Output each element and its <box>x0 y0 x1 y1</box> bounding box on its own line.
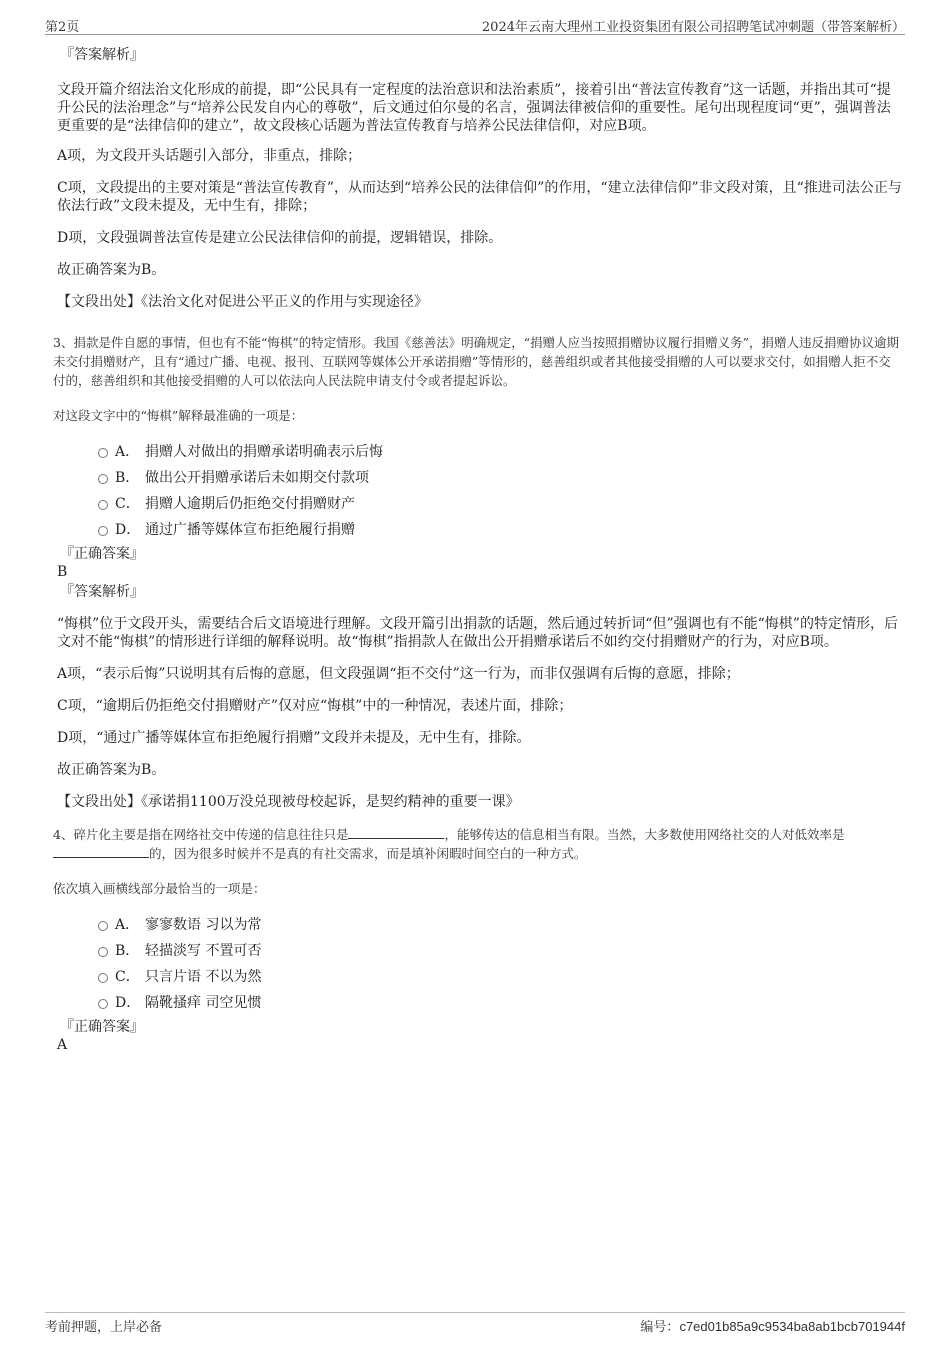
radio-button[interactable] <box>98 973 108 983</box>
q3-option-d[interactable] <box>57 517 902 543</box>
option-text: 捐赠人对做出的捐赠承诺明确表示后悔 <box>145 444 383 460</box>
q4-question-text <box>53 825 902 863</box>
q2-analysis-main: 文段开篇介绍法治文化形成的前提，即“公民具有一定程度的法治意识和法治素质”，接着引出“普法宣传教育”这一话题，并指出其可“提升公民的法治理念”与“培养公民发自内心的尊敬”，后文通过伯尔曼的名言，强调法律被信仰的重要性。尾句出现程度词“更”，强调普法更重要的是“法律信仰的建立”，故文段核心话题为普法宣传教育与培养公民法律信仰，对应B项。 <box>57 82 891 134</box>
option-text: 寥寥数语 习以为常 <box>145 917 262 933</box>
option-letter: B． <box>115 943 140 959</box>
code-label: 编号： <box>640 1320 680 1335</box>
q4-option-c[interactable] <box>57 964 902 990</box>
q3-answer: B <box>57 564 68 580</box>
radio-button[interactable] <box>98 999 108 1009</box>
q4-text-part1: 4、碎片化主要是指在网络社交中传递的信息往往只是 <box>53 827 349 842</box>
page-footer <box>45 1312 905 1333</box>
option-text: 做出公开捐赠承诺后未如期交付款项 <box>145 470 369 486</box>
q3-option-b[interactable] <box>57 465 902 491</box>
q4-text-part2: ，能够传达的信息相当有限。当然，大多数使用网络社交的人对低效率是 <box>444 827 845 842</box>
q3-option-c[interactable] <box>57 491 902 517</box>
q2-analysis-a: A项，为文段开头话题引入部分，非重点，排除； <box>57 148 362 164</box>
document-title: 2024年云南大理州工业投资集团有限公司招聘笔试冲刺题（带答案解析） <box>481 20 905 35</box>
radio-button[interactable] <box>98 474 108 484</box>
option-text: 隔靴搔痒 司空见惯 <box>145 995 262 1011</box>
page-content <box>53 46 902 1054</box>
fill-blank <box>53 845 149 858</box>
option-letter: D． <box>115 522 141 538</box>
radio-button[interactable] <box>98 947 108 957</box>
q3-option-a[interactable] <box>57 439 902 465</box>
code-value: c7ed01b85a9c9534ba8ab1bcb701944f <box>679 1319 905 1334</box>
option-text: 轻描淡写 不置可否 <box>145 943 262 959</box>
q4-answer: A <box>57 1037 68 1053</box>
option-letter: A． <box>115 444 140 460</box>
q4-option-b[interactable] <box>57 938 902 964</box>
option-text: 捐赠人逾期后仍拒绝交付捐赠财产 <box>145 496 355 512</box>
q3-options <box>57 439 902 543</box>
document-code <box>640 1316 905 1335</box>
option-letter: D． <box>115 995 141 1011</box>
radio-button[interactable] <box>98 448 108 458</box>
q3-analysis-main: “悔棋”位于文段开头，需要结合后文语境进行理解。文段开篇引出捐款的话题，然后通过转折词“但”强调也有不能“悔棋”的特定情形，后文对不能“悔棋”的情形进行详细的解释说明。故“悔棋”指捐款人在做出公开捐赠承诺后不如约交付捐赠财产的行为，对应B项。 <box>57 616 898 650</box>
fill-blank <box>348 826 444 839</box>
q3-prompt: 对这段文字中的“悔棋”解释最准确的一项是： <box>53 408 304 423</box>
page-header <box>45 14 905 35</box>
footer-slogan: 考前押题，上岸必备 <box>45 1320 163 1335</box>
q4-answer-label: 『正确答案』 <box>60 1019 144 1035</box>
option-letter: C． <box>115 496 140 512</box>
q2-source: 【文段出处】《法治文化对促进公平正义的作用与实现途径》 <box>57 294 428 310</box>
page-number: 第2页 <box>45 20 80 35</box>
q2-conclusion: 故正确答案为B。 <box>57 262 166 278</box>
q2-analysis-label: 『答案解析』 <box>60 47 144 63</box>
q3-question-text: 3、捐款是件自愿的事情，但也有不能“悔棋”的特定情形。我国《慈善法》明确规定，“捐赠人应当按照捐赠协议履行捐赠义务”，捐赠人违反捐赠协议逾期未交付捐赠财产，且有“通过广播、电视、报刊、互联网等媒体公开承诺捐赠”等情形的，慈善组织或者其他接受捐赠的人可以要求交付，如捐赠人拒不交付的，慈善组织和其他接受捐赠的人可以依法向人民法院申请支付令或者提起诉讼。 <box>53 335 900 388</box>
q3-analysis-a: A项，“表示后悔”只说明其有后悔的意愿，但文段强调“拒不交付”这一行为，而非仅强调有后悔的意愿，排除； <box>57 666 740 682</box>
q4-text-part3: 的，因为很多时候并不是真的有社交需求，而是填补闲暇时间空白的一种方式。 <box>149 846 587 861</box>
q3-source: 【文段出处】《承诺捐1100万没兑现被母校起诉，是契约精神的重要一课》 <box>57 794 520 810</box>
q2-analysis-c: C项，文段提出的主要对策是“普法宣传教育”，从而达到“培养公民的法律信仰”的作用，“建立法律信仰”非文段对策，且“推进司法公正与依法行政”文段未提及，无中生有，排除； <box>57 180 902 214</box>
option-text: 只言片语 不以为然 <box>145 969 262 985</box>
q4-option-d[interactable] <box>57 990 902 1016</box>
q4-options <box>57 912 902 1016</box>
radio-button[interactable] <box>98 526 108 536</box>
q4-option-a[interactable] <box>57 912 902 938</box>
q3-answer-label: 『正确答案』 <box>60 546 144 562</box>
radio-button[interactable] <box>98 921 108 931</box>
option-text: 通过广播等媒体宣布拒绝履行捐赠 <box>145 522 355 538</box>
option-letter: B． <box>115 470 140 486</box>
q3-analysis-c: C项，“逾期后仍拒绝交付捐赠财产”仅对应“悔棋”中的一种情况，表述片面，排除； <box>57 698 573 714</box>
q3-conclusion: 故正确答案为B。 <box>57 762 166 778</box>
option-letter: C． <box>115 969 140 985</box>
q2-analysis-d: D项，文段强调普法宣传是建立公民法律信仰的前提，逻辑错误，排除。 <box>57 230 503 246</box>
option-letter: A． <box>115 917 140 933</box>
q3-analysis-label: 『答案解析』 <box>60 584 144 600</box>
q4-prompt: 依次填入画横线部分最恰当的一项是： <box>53 881 266 896</box>
radio-button[interactable] <box>98 500 108 510</box>
q3-analysis-d: D项，“通过广播等媒体宣布拒绝履行捐赠”文段并未提及，无中生有，排除。 <box>57 730 531 746</box>
